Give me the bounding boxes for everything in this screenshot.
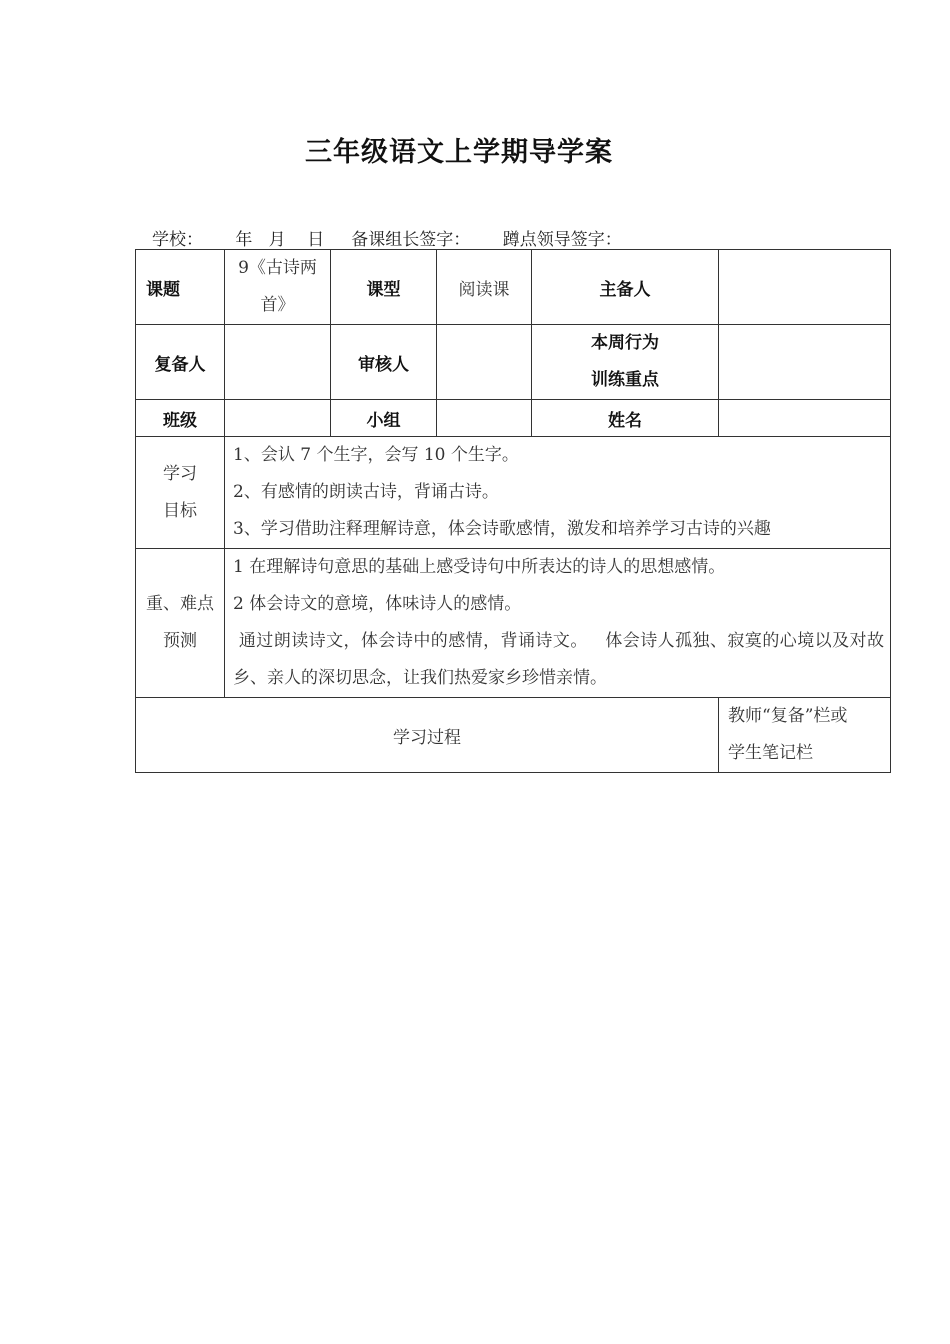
- table-row-process: [136, 698, 891, 773]
- keypoints-label-line2: 预测: [163, 631, 197, 651]
- keypoints-label: [136, 549, 225, 698]
- class-value[interactable]: [225, 400, 331, 437]
- class-label: 班级: [136, 400, 225, 437]
- topic-label: 课题: [136, 250, 225, 325]
- main-preparer-value[interactable]: [719, 250, 891, 325]
- group-label: 小组: [331, 400, 437, 437]
- goals-content: [225, 437, 891, 549]
- type-value: 阅读课: [437, 250, 532, 325]
- main-preparer-label: 主备人: [532, 250, 719, 325]
- keypoint-item-2: 2 体会诗文的意境，体味诗人的感情。: [233, 594, 522, 614]
- goals-label-line1: 学习: [163, 463, 197, 484]
- topic-value-line2: 首》: [260, 295, 295, 315]
- process-label: 学习过程: [136, 698, 719, 773]
- goal-item-3: 3、学习借助注释理解诗意，体会诗歌感情，激发和培养学习古诗的兴趣: [233, 519, 771, 539]
- name-label: 姓名: [532, 400, 719, 437]
- keypoints-label-line1: 重、难点: [146, 594, 214, 614]
- type-label: 课型: [331, 250, 437, 325]
- weekly-focus-label-line2: 训练重点: [591, 370, 659, 390]
- table-row-keypoints: [136, 549, 891, 698]
- table-row-class: [136, 400, 891, 437]
- co-preparer-value[interactable]: [225, 325, 331, 400]
- notes-header-line1: 教师“复备”栏或: [728, 706, 848, 726]
- table-row-preparers: [136, 325, 891, 400]
- notes-column-header: [719, 698, 891, 773]
- co-preparer-label: 复备人: [136, 325, 225, 400]
- signature-line: 学校： 年 月 日 备课组长签字： 蹲点领导签字：: [152, 230, 622, 250]
- weekly-focus-label-line1: 本周行为: [591, 333, 659, 353]
- goal-item-2: 2、有感情的朗读古诗，背诵古诗。: [233, 482, 499, 502]
- table-row-goals: [136, 437, 891, 549]
- notes-header-line2: 学生笔记栏: [728, 743, 813, 763]
- name-value[interactable]: [719, 400, 891, 437]
- group-value[interactable]: [437, 400, 532, 437]
- goals-label-line2: 目标: [163, 500, 197, 521]
- document-title: 三年级语文上学期导学案: [305, 137, 613, 168]
- goal-item-1: 1、会认 7 个生字，会写 10 个生字。: [233, 445, 519, 465]
- keypoint-item-3: 通过朗读诗文，体会诗中的感情，背诵诗文。 体会诗人孤独、寂寞的心境以及对故乡、亲人的深切思念，让我们热爱家乡珍惜亲情。: [233, 631, 884, 688]
- reviewer-label: 审核人: [331, 325, 437, 400]
- keypoints-content: [225, 549, 891, 698]
- table-row-topic: [136, 250, 891, 325]
- topic-value: [225, 250, 331, 325]
- weekly-focus-value[interactable]: [719, 325, 891, 400]
- topic-value-line1: 9《古诗两: [238, 258, 317, 278]
- keypoint-item-1: 1 在理解诗句意思的基础上感受诗句中所表达的诗人的思想感情。: [233, 557, 726, 577]
- goals-label: [136, 437, 225, 549]
- study-guide-table: [135, 249, 891, 773]
- weekly-focus-label: [532, 325, 719, 400]
- reviewer-value[interactable]: [437, 325, 532, 400]
